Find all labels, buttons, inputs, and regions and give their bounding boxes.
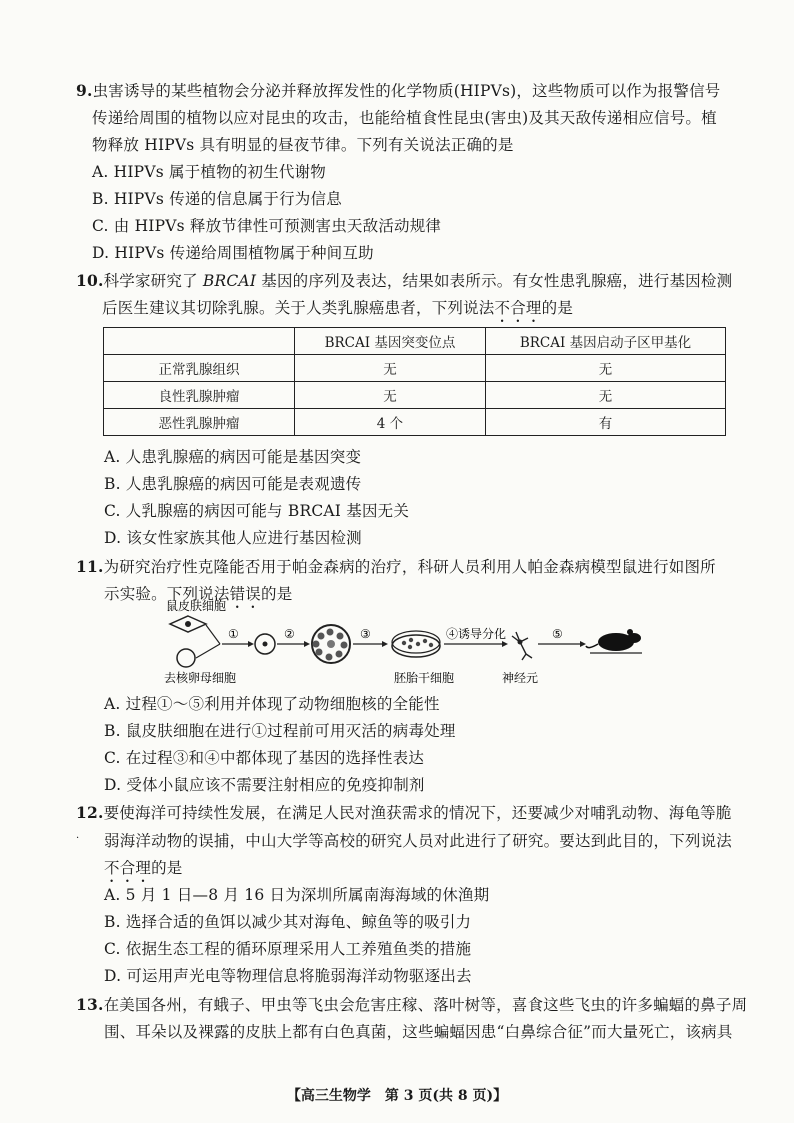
q13-text-1: 在美国各州，有蛾子、甲虫等飞虫会危害庄稼、落叶树等，喜食这些飞虫的许多蝙蝠的鼻子周	[103, 996, 748, 1014]
table-cell: 无	[295, 382, 486, 409]
q10-gene-name: BRCAI	[202, 272, 257, 290]
label-skin-cell: 鼠皮肤细胞	[166, 599, 227, 613]
q13-line-1	[76, 994, 747, 1016]
step-1-label: ①	[228, 627, 239, 641]
egg-cell-icon	[177, 649, 195, 667]
q12-option-c: C. 依据生态工程的循环原理采用人工养殖鱼类的措施	[104, 940, 472, 958]
table-header-row	[104, 328, 726, 355]
q9-line-2: 传递给周围的植物以应对昆虫的攻击，也能给植食性昆虫(害虫)及其天敌传递相应信号。植	[92, 109, 717, 127]
table-cell: 无	[486, 355, 726, 382]
q12-line-2: 弱海洋动物的误捕，中山大学等高校的研究人员对此进行了研究。要达到此目的，下列说法	[104, 832, 733, 850]
table-row	[104, 382, 726, 409]
q9-option-a: A. HIPVs 属于植物的初生代谢物	[92, 163, 326, 181]
q11-number: 11.	[76, 557, 104, 576]
q12-emphasis: 不合理	[104, 859, 152, 877]
table-cell: 恶性乳腺肿瘤	[104, 409, 295, 436]
q10-emphasis: 不合理	[494, 299, 542, 317]
table-cell: 有	[486, 409, 726, 436]
step-5-label: ⑤	[552, 627, 563, 641]
petri-dish-icon	[392, 631, 440, 657]
q9-option-d: D. HIPVs 传递给周围植物属于种间互助	[92, 244, 374, 262]
merge-lines	[196, 625, 220, 658]
stray-mark: ·	[76, 833, 80, 844]
arrow-1-head	[248, 641, 254, 647]
q11-option-b: B. 鼠皮肤细胞在进行①过程前可用灭活的病毒处理	[104, 722, 456, 740]
label-es-cell: 胚胎干细胞	[394, 671, 455, 685]
step-4-label: ④诱导分化	[446, 627, 507, 641]
q10-line-1	[76, 270, 732, 292]
blastocyst-icon	[312, 625, 350, 663]
q12-line-3	[104, 857, 183, 886]
q12-option-a: A. 5 月 1 日—8 月 16 日为深圳所属南海海域的休渔期	[104, 886, 490, 904]
q9-line-1	[76, 80, 721, 102]
q11-text-2b: 的是	[261, 585, 293, 603]
table-cell: 正常乳腺组织	[104, 355, 295, 382]
q12-option-b: B. 选择合适的鱼饵以减少其对海龟、鲸鱼等的吸引力	[104, 913, 472, 931]
q10-option-c: C. 人乳腺癌的病因可能与 BRCAI 基因无关	[104, 502, 410, 520]
q9-text-1: 虫害诱导的某些植物会分泌并释放挥发性的化学物质(HIPVs)，这些物质可以作为报警信号	[92, 82, 721, 100]
q10-option-b: B. 人患乳腺癌的病因可能是表观遗传	[104, 475, 362, 493]
q10-table	[103, 327, 726, 436]
q10-number: 10.	[76, 271, 104, 290]
q11-text-2a: 示实验。下列说法	[104, 585, 230, 603]
cloning-diagram	[150, 598, 650, 690]
mouse-icon	[586, 629, 642, 653]
q11-option-a: A. 过程①～⑤利用并体现了动物细胞核的全能性	[104, 695, 440, 713]
q10-option-a: A. 人患乳腺癌的病因可能是基因突变	[104, 448, 362, 466]
q12-number: 12.	[76, 803, 104, 822]
q9-option-b: B. HIPVs 传递的信息属于行为信息	[92, 190, 342, 208]
q9-number: 9.	[76, 81, 93, 100]
table-cell: 无	[295, 355, 486, 382]
step-2-label: ②	[284, 627, 295, 641]
skin-cell-icon	[170, 616, 206, 632]
q10-text-2b: 的是	[541, 299, 574, 317]
q10-line-2	[102, 297, 573, 326]
q11-diagram	[150, 598, 650, 690]
step-3-label: ③	[360, 627, 371, 641]
q10-option-d: D. 该女性家族其他人应进行基因检测	[104, 529, 362, 547]
q9-option-c: C. 由 HIPVs 释放节律性可预测害虫天敌活动规律	[92, 217, 442, 235]
label-neuron: 神经元	[502, 671, 539, 685]
q10-text-1b: 基因的序列及表达，结果如表所示。有女性患乳腺癌，进行基因检测	[256, 272, 733, 290]
table-cell: 良性乳腺肿瘤	[104, 382, 295, 409]
table-header-cell	[104, 328, 295, 355]
label-egg-cell: 去核卵母细胞	[164, 671, 237, 685]
page-footer: 【高三生物学 第 3 页(共 8 页)】	[286, 1088, 508, 1104]
q10-text-2a: 后医生建议其切除乳腺。关于人类乳腺癌患者，下列说法	[102, 299, 495, 317]
q11-emphasis: 错误	[229, 585, 262, 603]
q11-line-1	[76, 556, 716, 578]
q11-option-c: C. 在过程③和④中都体现了基因的选择性表达	[104, 749, 425, 767]
table-header-cell: BRCAI 基因突变位点	[295, 328, 486, 355]
q12-option-d: D. 可运用声光电等物理信息将脆弱海洋动物驱逐出去	[104, 967, 472, 985]
q12-text-3: 的是	[151, 859, 183, 877]
q13-line-2: 围、耳朵以及裸露的皮肤上都有白色真菌，这些蝙蝠因患“白鼻综合征”而大量死亡，该病具	[104, 1023, 733, 1041]
table-cell: 4 个	[295, 409, 486, 436]
q12-line-1	[76, 802, 732, 824]
q9-line-3: 物释放 HIPVs 具有明显的昼夜节律。下列有关说法正确的是	[92, 136, 514, 154]
table-row	[104, 409, 726, 436]
q11-option-d: D. 受体小鼠应该不需要注射相应的免疫抑制剂	[104, 776, 425, 794]
table-cell: 无	[486, 382, 726, 409]
q11-text-1: 为研究治疗性克隆能否用于帕金森病的治疗，科研人员利用人帕金森病模型鼠进行如图所	[103, 558, 716, 576]
q13-number: 13.	[76, 995, 104, 1014]
neuron-icon	[512, 632, 532, 660]
q10-text-1a: 科学家研究了	[103, 272, 203, 290]
q12-text-1: 要使海洋可持续性发展，在满足人民对渔获需求的情况下，还要减少对哺乳动物、海龟等脆	[103, 804, 732, 822]
table-row	[104, 355, 726, 382]
table-header-cell: BRCAI 基因启动子区甲基化	[486, 328, 726, 355]
